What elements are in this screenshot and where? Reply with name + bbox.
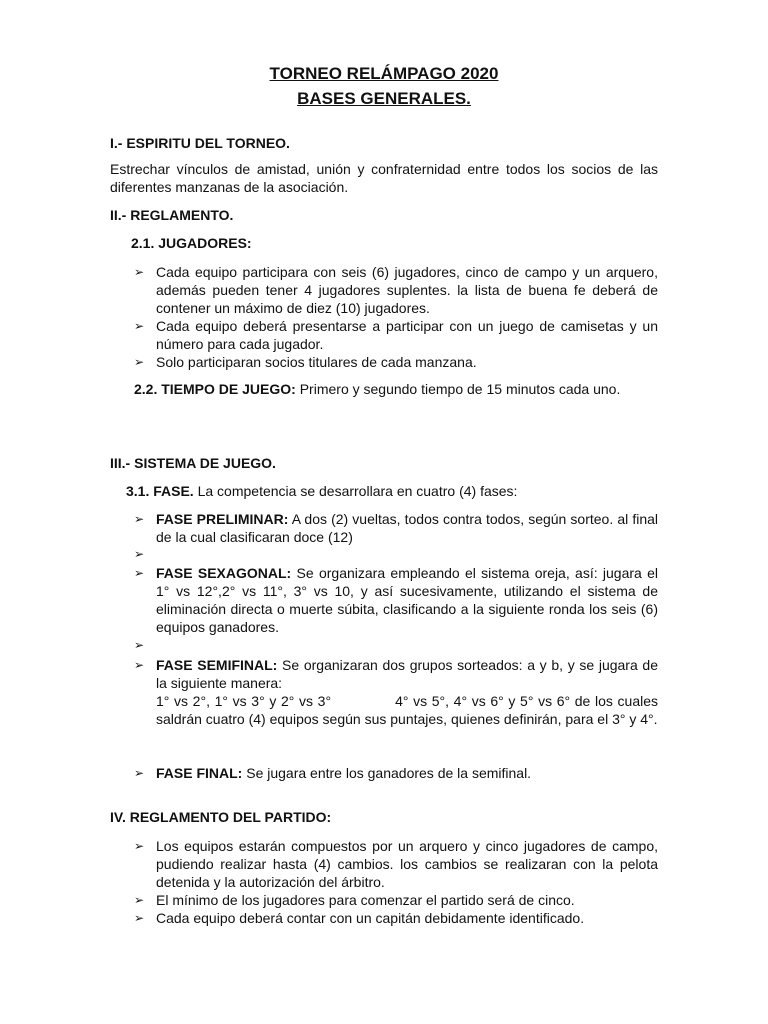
subsection-2-2-label: 2.2. TIEMPO DE JUEGO: (134, 381, 296, 397)
list-item-fase-sexagonal (156, 564, 658, 636)
bullet-arrow-icon: ➢ (134, 355, 145, 369)
list-item: Cada equipo participara con seis (6) jugadores, cinco de campo y un arquero, además pueden tener 4 jugadores suplentes. la lista de buena fe deberá de contener un máximo de diez (10) jugadores. (156, 264, 658, 316)
fase-sexagonal-label: FASE SEXAGONAL: (156, 565, 292, 581)
list-item-fase-final (156, 764, 658, 782)
section-2-heading: II.- REGLAMENTO. (110, 207, 234, 223)
list-item-fase-semifinal (156, 656, 658, 692)
bullet-arrow-icon: ➢ (134, 319, 145, 333)
bullet-arrow-icon: ➢ (134, 839, 145, 853)
fase-preliminar-label: FASE PRELIMINAR: (156, 511, 289, 527)
fase-sexagonal-text: Se organizara empleando el sistema oreja, así: jugara el 1° vs 12°,2° vs 11°, 3° vs 10, y así sucesivamente, utilizando el sistema de eliminación directa o muerte súbita, clasificando a la siguiente ronda los seis (6) equipos ganadores. (156, 565, 659, 635)
title-line-2: BASES GENERALES. (297, 89, 471, 108)
bullet-arrow-icon: ➢ (134, 265, 145, 279)
section-1-heading: I.- ESPIRITU DEL TORNEO. (110, 135, 290, 151)
section-3-heading: III.- SISTEMA DE JUEGO. (110, 455, 276, 471)
fase-preliminar-text: A dos (2) vueltas, todos contra todos, según sorteo. al final de la cual clasificaran doce (12) (156, 511, 658, 545)
fase-semifinal-text: Se organizaran dos grupos sorteados: a y b, y se jugara de la siguiente manera: (156, 657, 659, 691)
bullet-arrow-icon: ➢ (134, 893, 145, 907)
subsection-3-1-paragraph (126, 482, 517, 500)
subsection-2-2-paragraph (110, 380, 658, 398)
bullet-arrow-icon: ➢ (134, 638, 145, 652)
semifinal-matches-group-b: 4° vs 5°, 4° vs 6° y 5° vs 6° de los cuales saldrán cuatro (4) equipos según sus puntajes, quienes definirán, para el 3° y 4°. (156, 693, 658, 727)
section-4-heading: IV. REGLAMENTO DEL PARTIDO: (110, 809, 332, 825)
semifinal-matches (156, 692, 658, 728)
subsection-3-1-label: 3.1. FASE. (126, 483, 194, 499)
bullet-arrow-icon: ➢ (134, 658, 145, 672)
list-item: El mínimo de los jugadores para comenzar el partido será de cinco. (156, 892, 575, 908)
bullet-arrow-icon: ➢ (134, 547, 145, 561)
fase-final-label: FASE FINAL: (156, 765, 243, 781)
list-item: Cada equipo deberá presentarse a participar con un juego de camisetas y un número para cada jugador. (156, 318, 658, 352)
section-1-text: Estrechar vínculos de amistad, unión y confraternidad entre todos los socios de las diferentes manzanas de la asociación. (110, 161, 658, 195)
subsection-2-1-heading: 2.1. JUGADORES: (131, 235, 252, 251)
bullet-arrow-icon: ➢ (134, 766, 145, 780)
fase-semifinal-label: FASE SEMIFINAL: (156, 657, 278, 673)
list-item-fase-preliminar (156, 510, 658, 546)
bullet-arrow-icon: ➢ (134, 911, 145, 925)
fase-final-text: Se jugara entre los ganadores de la semifinal. (246, 765, 532, 781)
bullet-arrow-icon: ➢ (134, 566, 145, 580)
subsection-2-2-text: Primero y segundo tiempo de 15 minutos cada uno. (299, 381, 621, 397)
document-title (0, 61, 768, 111)
semifinal-matches-group-a: 1° vs 2°, 1° vs 3° y 2° vs 3° (156, 693, 332, 709)
list-item: Los equipos estarán compuestos por un arquero y cinco jugadores de campo, pudiendo realizar hasta (4) cambios. los cambios se realizaran con la pelota detenida y la autorización del árbitro. (156, 838, 658, 890)
title-line-1: TORNEO RELÁMPAGO 2020 (269, 64, 499, 83)
bullet-arrow-icon: ➢ (134, 512, 145, 526)
list-item: Solo participaran socios titulares de cada manzana. (156, 354, 477, 370)
list-item: Cada equipo deberá contar con un capitán debidamente identificado. (156, 910, 585, 926)
subsection-3-1-text: La competencia se desarrollara en cuatro (4) fases: (197, 483, 518, 499)
